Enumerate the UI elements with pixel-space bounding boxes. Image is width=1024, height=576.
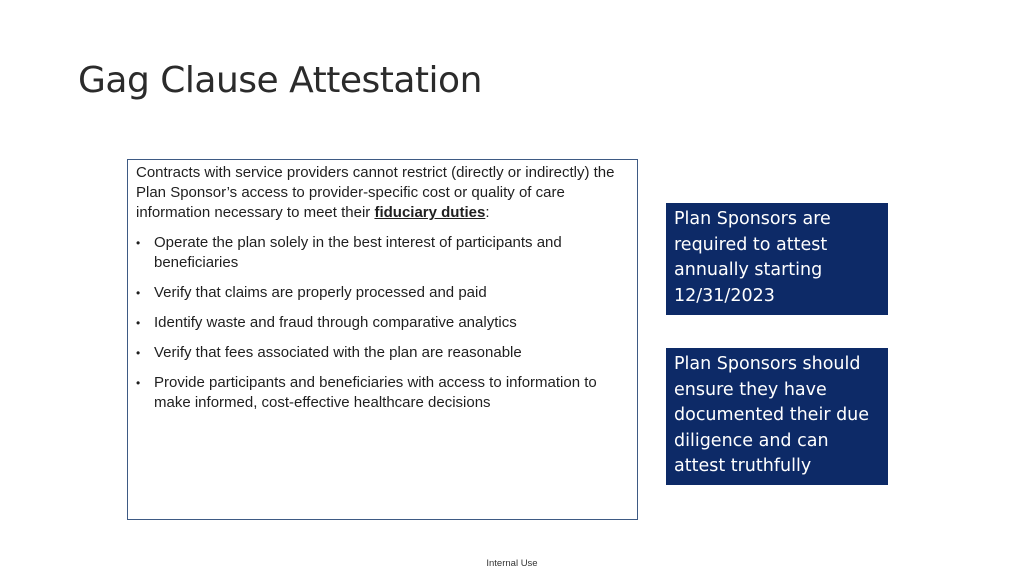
list-item-text: Verify that claims are properly processed and paid [154,284,487,301]
fiduciary-duties-list [136,233,631,413]
callout-due-diligence: Plan Sponsors should ensure they have documented their due diligence and can attest truthfully [666,348,888,485]
fiduciary-duties-emphasis: fiduciary duties [374,204,486,221]
callout-attest-annually: Plan Sponsors are required to attest annually starting 12/31/2023 [666,203,888,315]
footer-classification: Internal Use [486,558,538,569]
list-item [136,283,631,303]
list-item [136,233,631,273]
list-item-text: Identify waste and fraud through comparative analytics [154,314,517,331]
intro-colon: : [485,204,490,221]
intro-paragraph [136,163,631,223]
list-item [136,373,631,413]
bullet-icon: • [136,376,141,390]
list-item [136,343,631,363]
list-item-text: Verify that fees associated with the plan are reasonable [154,344,522,361]
slide-title: Gag Clause Attestation [78,60,482,101]
bullet-icon: • [136,286,141,300]
bullet-icon: • [136,346,141,360]
bullet-icon: • [136,236,141,250]
list-item [136,313,631,333]
list-item-text: Operate the plan solely in the best interest of participants and beneficiaries [154,234,562,271]
bullet-icon: • [136,316,141,330]
requirements-text-box [127,159,638,520]
list-item-text: Provide participants and beneficiaries with access to information to make informed, cost-effective healthcare decisions [154,374,597,411]
intro-text: Contracts with service providers cannot restrict (directly or indirectly) the Plan Sponsor’s access to provider-specific cost or quality of care information necessary to meet their [136,164,615,221]
